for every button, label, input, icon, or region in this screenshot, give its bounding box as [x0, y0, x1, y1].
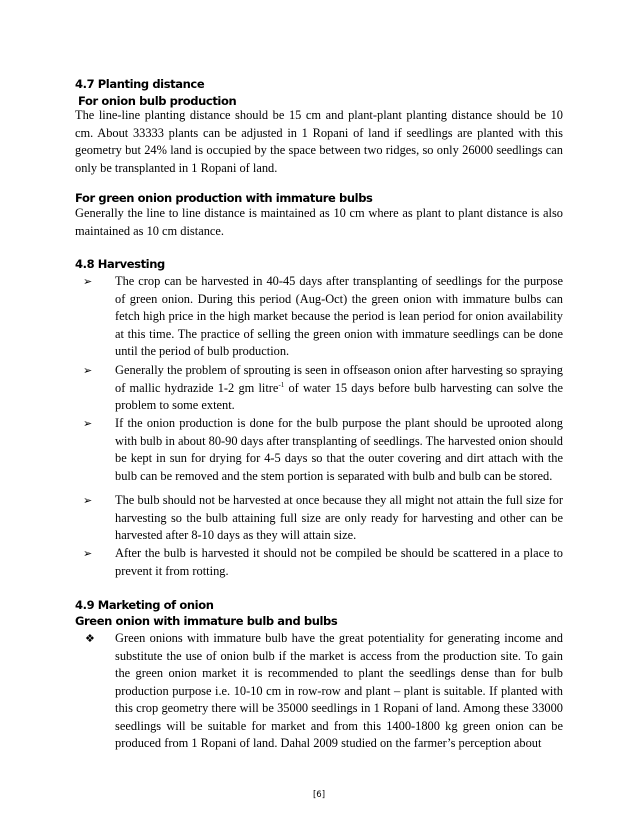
harvest-bullet-2: [83, 362, 563, 415]
harvest-bullet-text: The bulb should not be harvested at once because they all might not attain the full size for harvesting so the bulb attaining full size are only ready for harvesting and other can be harvested after 8-10 days as they will attain size.: [115, 493, 563, 542]
harvest-bullet-text: If the onion production is done for the bulb purpose the plant should be uprooted along with bulb in about 80-90 days after transplanting of seedlings. The harvested onion should be kept in sun for drying for 4-5 days so that the outer covering and dirt attach with the bulb can be removed and the stem portion is separated with bulb and bulb can be stored.: [115, 416, 563, 483]
arrow-bullet-icon: ➢: [83, 417, 93, 430]
arrow-bullet-icon: ➢: [83, 275, 93, 288]
section-4-7-heading: 4.7 Planting distance: [75, 77, 205, 91]
superscript-minus-one: -1: [278, 380, 285, 389]
section-4-8-heading: 4.8 Harvesting: [75, 257, 165, 271]
marketing-bullet-text: Green onions with immature bulb have the great potentiality for generating income and substitute the use of onion bulb if the market is access from the production site. To gain the green onion market it is recommended to plant the seedlings dense than for bulb production purpose i.e. 10-10 cm in row-row and plant – plant is suitable. If planted with this crop geometry there will be 35000 seedlings in 1 Ropani of land. Among these 33000 seedlings will be suitable for market and from this 1400-1800 kg green onion can be produced from 1 Ropani of land. Dahal 2009 studied on the farmer’s perception about: [115, 631, 563, 750]
harvest-bullet-text: After the bulb is harvested it should not be compiled be should be scattered in a place to prevent it from rotting.: [115, 546, 563, 578]
arrow-bullet-icon: ➢: [83, 494, 93, 507]
marketing-bullet-1: [83, 630, 563, 753]
diamond-bullet-icon: ❖: [85, 632, 95, 645]
green-onion-production-paragraph: Generally the line to line distance is maintained as 10 cm where as plant to plant distance is also maintained as 10 cm distance.: [75, 206, 563, 238]
harvest-bullet-text: The crop can be harvested in 40-45 days after transplanting of seedlings for the purpose of green onion. During this period (Aug-Oct) the green onion with immature bulbs can fetch high price in the high market because the period is lean period for onion availability at this time. The practice of selling the green onion with immature seedlings can be done until the period of bulb production.: [115, 274, 563, 358]
onion-bulb-production-subheading: For onion bulb production: [78, 94, 237, 108]
green-onion-production-subheading: For green onion production with immature bulbs: [75, 191, 373, 205]
harvest-bullet-text: Generally the problem of sprouting is seen in offseason onion after harvesting so spraying of mallic hydrazide 1-2 gm litre$^{-1}$ of water 15 days before bulb harvesting can solve the problem to some extent.: [115, 363, 563, 412]
section-4-9-heading: 4.9 Marketing of onion: [75, 598, 214, 612]
harvest-bullet-5: [83, 545, 563, 580]
harvest-bullet-4: [83, 492, 563, 545]
arrow-bullet-icon: ➢: [83, 364, 93, 377]
green-onion-immature-bulbs-subheading: Green onion with immature bulb and bulbs: [75, 614, 338, 628]
harvest-bullet-1: [83, 273, 563, 361]
page-number: [6]: [312, 790, 326, 800]
onion-bulb-production-paragraph: The line-line planting distance should be 15 cm and plant-plant planting distance should be 10 cm. About 33333 plants can be adjusted in 1 Ropani of land if seedlings are planted with this geometry but 24% land is occupied by the space between two ridges, so only 26000 seedlings can only be transplanted in 1 Ropani of land.: [75, 108, 563, 175]
arrow-bullet-icon: ➢: [83, 547, 93, 560]
harvest-bullet-3: [83, 415, 563, 485]
